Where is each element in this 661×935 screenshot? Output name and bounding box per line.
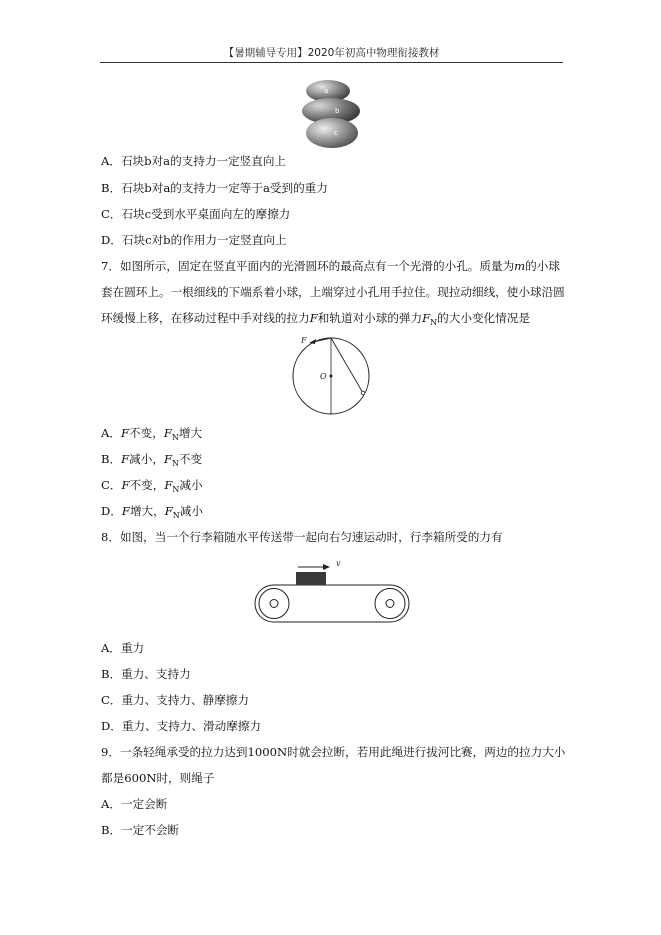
header-rule [100, 62, 563, 63]
q8-option-d: D．重力、支持力、滑动摩擦力 [101, 719, 262, 733]
q7-mass-var: m [514, 259, 526, 273]
left-axle [270, 600, 278, 608]
q7-option-c-sub: N [172, 485, 180, 494]
q8-option-a: A．重力 [101, 641, 145, 655]
page-header: 【暑期辅导专用】2020年初高中物理衔接教材 [223, 47, 440, 59]
q7-option-c-F: F [121, 478, 130, 492]
center-dot [330, 375, 333, 378]
q7-option-d-letter: D． [101, 504, 122, 518]
q7-option-a-F: F [120, 426, 130, 440]
q7-var-FN-sub: N [430, 318, 438, 327]
conveyor-figure [250, 558, 415, 626]
stone-b-label: b [335, 107, 340, 115]
q7-stem-line3 [101, 310, 530, 331]
q6-option-c: C．石块c受到水平桌面向左的摩擦力 [101, 207, 291, 221]
q7-option-d-t1: 增大， [129, 504, 165, 518]
q7-var-FN: F [422, 311, 431, 325]
q7-stem-line2: 套在圆环上。一根细线的下端系着小球，上端穿过小孔用手拉住。现拉动细线，使小球沿圆 [101, 285, 565, 299]
q7-option-a-letter: A． [101, 426, 121, 440]
ball [361, 391, 365, 395]
force-label: F [301, 336, 307, 345]
q8-option-c: C．重力、支持力、静摩擦力 [101, 693, 249, 707]
q7-option-c-letter: C． [101, 478, 122, 492]
left-pulley [259, 589, 289, 619]
q8-option-b: B．重力、支持力 [101, 667, 191, 681]
stone-a-label: a [324, 87, 329, 95]
q7-option-a-FN: F [163, 426, 172, 440]
q7-option-b-FN: F [163, 452, 173, 466]
q7-stem-3c: 的大小变化情况是 [437, 311, 530, 325]
q7-stem-line1 [101, 258, 560, 274]
q7-option-b-F: F [121, 452, 130, 466]
q7-option-d-t2: 减小 [179, 504, 203, 518]
string-line [331, 338, 363, 393]
q7-stem-3b: 和轨道对小球的弹力 [317, 311, 423, 325]
center-label: O [320, 372, 327, 381]
q7-option-b-letter: B． [101, 452, 122, 466]
pull-arrow-head [309, 339, 316, 344]
q9-stem-line1: 9．一条轻绳承受的拉力达到1000N时就会拉断，若用此绳进行拔河比赛，两边的拉力大小 [101, 745, 566, 759]
ring-figure [285, 330, 385, 420]
q8-stem: 8．如图，当一个行李箱随水平传送带一起向右匀速运动时，行李箱所受的力有 [101, 530, 503, 544]
q6-option-a: A．石块b对a的支持力一定竖直向上 [101, 154, 287, 168]
q7-option-b [101, 451, 202, 472]
q7-stem-3a: 环缓慢上移，在移动过程中手对线的拉力 [101, 311, 310, 325]
stone-c-label: c [334, 129, 338, 137]
q7-stem-text1: 7．如图所示，固定在竖直平面内的光滑圆环的最高点有一个光滑的小孔。质量为 [101, 259, 515, 273]
right-axle [386, 600, 394, 608]
q7-option-c [101, 477, 203, 498]
q9-option-a: A．一定会断 [101, 797, 168, 811]
q7-option-c-t1: 不变， [129, 478, 165, 492]
q7-option-b-sub: N [172, 459, 180, 468]
stacked-stones-figure [295, 77, 367, 151]
q7-option-c-t2: 减小 [179, 478, 203, 492]
q7-option-a-t2: 增大 [178, 426, 203, 440]
q7-option-b-t1: 减小， [129, 452, 164, 466]
right-pulley [375, 589, 405, 619]
q9-option-b: B．一定不会断 [101, 823, 180, 837]
q7-option-d-F: F [121, 504, 130, 518]
q7-option-d [101, 503, 203, 524]
q7-var-F: F [309, 311, 318, 325]
q7-stem-tail: 的小球 [525, 259, 560, 273]
luggage-box [296, 572, 326, 585]
stone-c [306, 118, 358, 148]
q7-option-d-FN: F [164, 504, 173, 518]
q7-option-a-t1: 不变， [129, 426, 164, 440]
q7-option-a [101, 425, 202, 446]
q7-option-a-sub: N [171, 433, 179, 442]
q6-option-b: B．石块b对a的支持力一定等于a受到的重力 [101, 181, 328, 195]
q9-stem-line2: 都是600N时，则绳子 [101, 771, 215, 785]
velocity-label: v [336, 559, 341, 568]
velocity-arrow-head [323, 564, 330, 570]
q7-option-c-FN: F [164, 478, 173, 492]
q7-option-b-t2: 不变 [179, 452, 203, 466]
q7-option-d-sub: N [172, 511, 180, 520]
q6-option-d: D．石块c对b的作用力一定竖直向上 [101, 233, 287, 247]
